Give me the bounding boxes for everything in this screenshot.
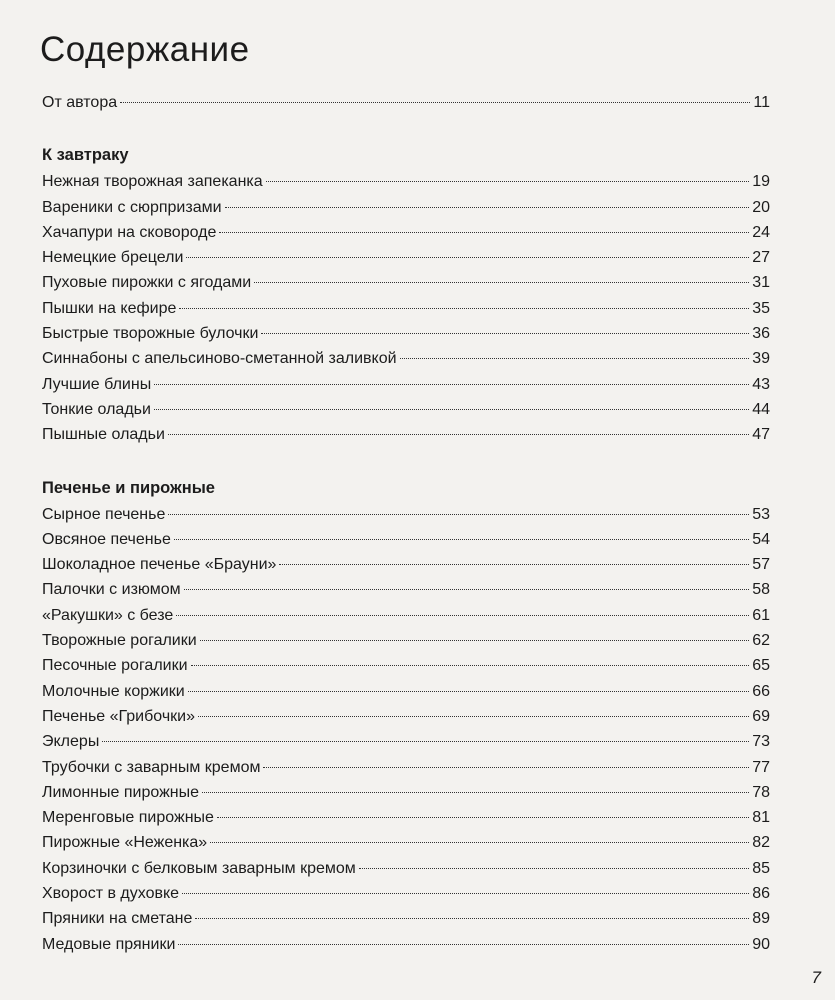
- page-title: Содержание: [40, 30, 250, 69]
- toc-entry-page: 47: [752, 426, 770, 444]
- toc-entry-label: Пряники на сметане: [42, 910, 193, 928]
- toc-entry[interactable]: [42, 881, 770, 906]
- dot-leader: [191, 665, 750, 666]
- toc-entry-label: Пуховые пирожки с ягодами: [42, 274, 252, 292]
- toc-entry[interactable]: [42, 220, 770, 245]
- toc-entry-label: Пышные оладьи: [42, 426, 165, 444]
- toc-entry[interactable]: [42, 372, 770, 397]
- toc-entry[interactable]: [42, 296, 770, 321]
- toc-entry-label: Печенье «Грибочки»: [42, 707, 195, 725]
- dot-leader: [261, 333, 749, 334]
- toc-entry-page: 20: [752, 198, 770, 216]
- toc-entry-page: 24: [752, 223, 770, 241]
- dot-leader: [210, 842, 749, 843]
- toc-entry[interactable]: [42, 195, 770, 220]
- section-spacer: [42, 115, 770, 142]
- dot-leader: [184, 589, 750, 590]
- toc-entry-label: Творожные рогалики: [42, 632, 197, 650]
- toc-entry-label: Хачапури на сковороде: [42, 223, 217, 241]
- toc-entry-label: Вареники с сюрпризами: [42, 198, 222, 216]
- page-number: 7: [811, 968, 821, 987]
- toc-entry[interactable]: [42, 653, 770, 678]
- toc-entry[interactable]: [42, 321, 770, 346]
- dot-leader: [186, 257, 749, 258]
- dot-leader: [279, 564, 749, 565]
- dot-leader: [179, 308, 749, 309]
- toc-entry-label: Медовые пряники: [42, 935, 176, 953]
- dot-leader: [400, 358, 750, 359]
- toc-entry-page: 86: [752, 885, 770, 903]
- dot-leader: [202, 792, 749, 793]
- toc-entry-page: 27: [752, 249, 770, 267]
- toc-entry-page: 53: [752, 505, 770, 523]
- toc-entry-label: Хворост в духовке: [42, 885, 180, 903]
- toc-entry-page: 11: [753, 94, 770, 111]
- dot-leader: [217, 817, 749, 818]
- toc-entry-label: Лимонные пирожные: [42, 783, 200, 801]
- toc-entry-page: 39: [752, 350, 770, 368]
- dot-leader: [225, 207, 750, 208]
- dot-leader: [102, 741, 749, 742]
- toc-entry-label: Песочные рогалики: [42, 657, 188, 675]
- toc-entry-label: Синнабоны с апельсиново-сметанной заливкой: [42, 350, 397, 368]
- toc-entry-label: Меренговые пирожные: [42, 809, 214, 827]
- toc-entry[interactable]: [42, 780, 770, 805]
- toc-entry[interactable]: [42, 422, 770, 447]
- toc-entry-page: 65: [752, 657, 770, 675]
- toc-entry-label: Трубочки с заварным кремом: [42, 758, 261, 776]
- toc-entry[interactable]: [42, 628, 770, 653]
- toc-entry-label: Сырное печенье: [42, 505, 166, 523]
- toc-entry[interactable]: [42, 704, 770, 729]
- dot-leader: [176, 615, 749, 616]
- toc-entry-page: 35: [752, 299, 770, 317]
- dot-leader: [154, 384, 749, 385]
- toc-entry[interactable]: [42, 856, 770, 881]
- dot-leader: [174, 539, 749, 540]
- toc-entry-intro[interactable]: [42, 90, 770, 115]
- dot-leader: [200, 640, 750, 641]
- toc-entry[interactable]: [42, 397, 770, 422]
- toc-entry-page: 54: [752, 530, 770, 548]
- toc-entry[interactable]: [42, 346, 770, 371]
- toc-entry-page: 66: [752, 682, 770, 700]
- toc-entry[interactable]: [42, 755, 770, 780]
- toc-entry-label: Шоколадное печенье «Брауни»: [42, 556, 277, 574]
- toc-entry[interactable]: [42, 729, 770, 754]
- dot-leader: [178, 944, 749, 945]
- toc-entry-page: 43: [752, 375, 770, 393]
- toc-entry-label: Тонкие оладьи: [42, 400, 151, 418]
- toc-entry-page: 62: [752, 632, 770, 650]
- toc-entry-label: Немецкие брецели: [42, 249, 184, 267]
- toc-entry-label: Эклеры: [42, 733, 100, 751]
- dot-leader: [182, 893, 749, 894]
- toc-entry-page: 19: [752, 173, 770, 191]
- toc-entry-page: 44: [752, 400, 770, 418]
- toc-entry[interactable]: [42, 169, 770, 194]
- toc-entry-page: 31: [752, 274, 770, 292]
- toc-entry-page: 85: [752, 859, 770, 877]
- toc-entry[interactable]: [42, 603, 770, 628]
- section-title: К завтраку: [42, 146, 129, 165]
- dot-leader: [168, 434, 749, 435]
- toc-entry[interactable]: [42, 502, 770, 527]
- toc-entry-label: Быстрые творожные булочки: [42, 325, 259, 343]
- toc-entry[interactable]: [42, 245, 770, 270]
- toc-entry[interactable]: [42, 932, 770, 957]
- toc-entry[interactable]: [42, 830, 770, 855]
- toc-entry-label: Лучшие блины: [42, 375, 152, 393]
- table-of-contents: [42, 90, 770, 957]
- toc-entry-page: 81: [752, 809, 770, 827]
- toc-entry[interactable]: [42, 805, 770, 830]
- toc-entry-page: 73: [752, 733, 770, 751]
- toc-entry-label: Корзиночки с белковым заварным кремом: [42, 859, 356, 877]
- toc-entry-label: Палочки с изюмом: [42, 581, 181, 599]
- toc-entry-label: От автора: [42, 94, 118, 111]
- toc-entry-page: 69: [752, 707, 770, 725]
- dot-leader: [198, 716, 749, 717]
- toc-entry-page: 58: [752, 581, 770, 599]
- toc-entry[interactable]: [42, 527, 770, 552]
- dot-leader: [154, 409, 749, 410]
- toc-entry-label: «Ракушки» с безе: [42, 606, 174, 624]
- toc-entry[interactable]: [42, 270, 770, 295]
- toc-entry-label: Пышки на кефире: [42, 299, 177, 317]
- toc-entry-label: Молочные коржики: [42, 682, 185, 700]
- dot-leader: [188, 691, 750, 692]
- toc-entry-label: Пирожные «Неженка»: [42, 834, 208, 852]
- toc-entry-page: 61: [752, 606, 770, 624]
- toc-entry-page: 78: [752, 783, 770, 801]
- toc-entry-page: 77: [752, 758, 770, 776]
- section-title: Печенье и пирожные: [42, 478, 215, 497]
- toc-entry[interactable]: [42, 679, 770, 704]
- dot-leader: [219, 232, 749, 233]
- dot-leader: [359, 868, 749, 869]
- dot-leader: [263, 767, 749, 768]
- toc-entry-label: Овсяное печенье: [42, 530, 171, 548]
- toc-entry-page: 90: [752, 935, 770, 953]
- dot-leader: [195, 918, 749, 919]
- section-spacer: [42, 448, 770, 475]
- dot-leader: [266, 181, 750, 182]
- toc-entry[interactable]: [42, 552, 770, 577]
- toc-entry-page: 57: [752, 556, 770, 574]
- toc-entry-page: 82: [752, 834, 770, 852]
- toc-entry[interactable]: [42, 906, 770, 931]
- toc-entry[interactable]: [42, 577, 770, 602]
- toc-entry-label: Нежная творожная запеканка: [42, 173, 263, 191]
- dot-leader: [168, 514, 749, 515]
- dot-leader: [254, 282, 749, 283]
- toc-entry-page: 89: [752, 910, 770, 928]
- dot-leader: [120, 102, 750, 103]
- toc-entry-page: 36: [752, 325, 770, 343]
